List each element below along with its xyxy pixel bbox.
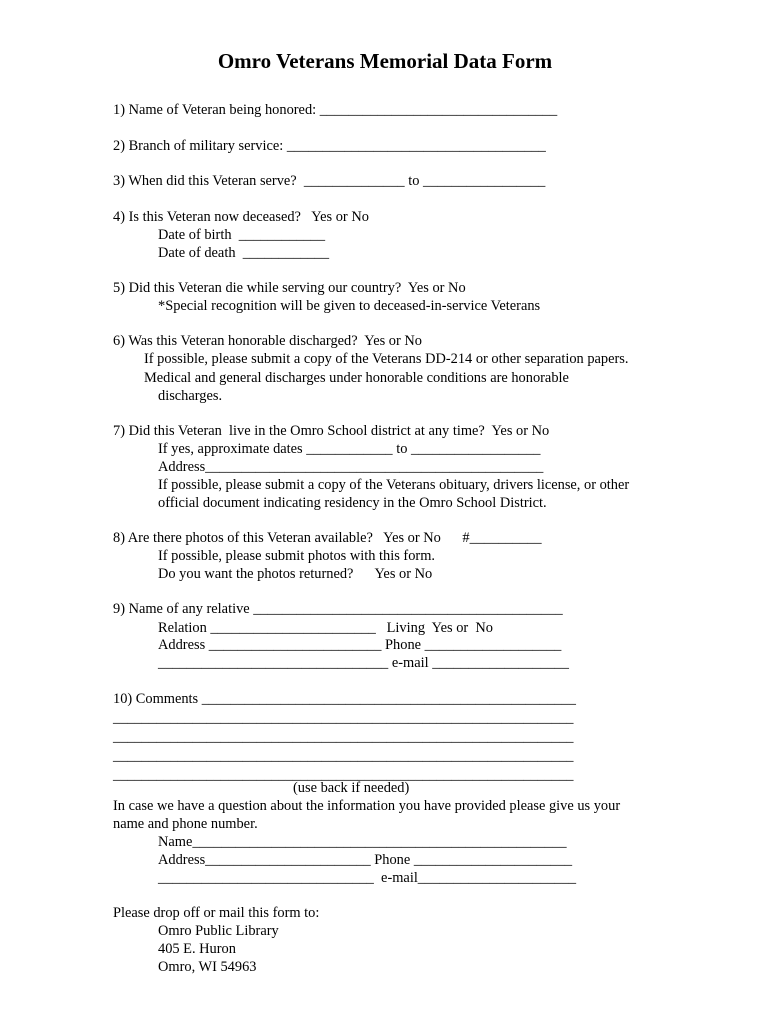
comments-line: ________________________________________________________________: [113, 767, 574, 783]
q8-note: If possible, please submit photos with this form.: [158, 548, 435, 564]
q9-address-phone: Address ________________________ Phone ___________________: [158, 637, 562, 653]
q3-service-dates: 3) When did this Veteran serve? ______________ to _________________: [113, 173, 546, 189]
q7-note-line-1: If possible, please submit a copy of the Veterans obituary, drivers license, or other: [158, 477, 630, 493]
q9-relative-name: 9) Name of any relative ___________________________________________: [113, 601, 563, 617]
q9-email: ________________________________ e-mail ___________________: [158, 655, 569, 671]
q10-comments: 10) Comments ____________________________________________________: [113, 691, 576, 707]
q5-note: *Special recognition will be given to deceased-in-service Veterans: [158, 298, 541, 314]
contact-name: Name____________________________________________________: [158, 834, 567, 850]
contact-request-line-2: name and phone number.: [113, 816, 258, 832]
comments-line: ________________________________________________________________: [113, 748, 574, 764]
comments-line: ________________________________________________________________: [113, 710, 574, 726]
q6-note-line-2: Medical and general discharges under honorable conditions are honorable: [144, 370, 569, 386]
q6-honorable-discharge: 6) Was this Veteran honorable discharged? Yes or No: [113, 333, 422, 349]
mail-instructions: Please drop off or mail this form to:: [113, 905, 320, 921]
q4-deceased: 4) Is this Veteran now deceased? Yes or No: [113, 209, 369, 225]
q7-omro-district: 7) Did this Veteran live in the Omro School district at any time? Yes or No: [113, 423, 550, 439]
q8-photos-returned: Do you want the photos returned? Yes or No: [158, 566, 433, 582]
contact-email: ______________________________ e-mail______________________: [158, 870, 577, 886]
library-city: Omro, WI 54963: [158, 959, 257, 975]
library-street: 405 E. Huron: [158, 941, 236, 957]
q5-died-in-service: 5) Did this Veteran die while serving our country? Yes or No: [113, 280, 466, 296]
q4-date-of-birth: Date of birth ____________: [158, 227, 326, 243]
q7-address: Address_______________________________________________: [158, 459, 544, 475]
q2-branch-of-service: 2) Branch of military service: ____________________________________: [113, 138, 546, 154]
q7-approximate-dates: If yes, approximate dates ____________ to __________________: [158, 441, 541, 457]
comments-line: ________________________________________________________________: [113, 729, 574, 745]
contact-address-phone: Address_______________________ Phone ______________________: [158, 852, 573, 868]
q8-photos-available: 8) Are there photos of this Veteran available? Yes or No #__________: [113, 530, 542, 546]
q7-note-line-2: official document indicating residency in the Omro School District.: [158, 495, 547, 511]
q6-note-line-3: discharges.: [158, 388, 223, 404]
q6-note-line-1: If possible, please submit a copy of the Veterans DD-214 or other separation papers.: [144, 351, 629, 367]
use-back-note: (use back if needed): [293, 780, 410, 796]
page-title: Omro Veterans Memorial Data Form: [217, 49, 553, 73]
q1-veteran-name: 1) Name of Veteran being honored: _________________________________: [113, 102, 558, 118]
contact-request-line-1: In case we have a question about the information you have provided please give us your: [113, 798, 621, 814]
library-name: Omro Public Library: [158, 923, 279, 939]
q9-relation: Relation _______________________ Living Yes or No: [158, 620, 493, 636]
q4-date-of-death: Date of death ____________: [158, 245, 330, 261]
